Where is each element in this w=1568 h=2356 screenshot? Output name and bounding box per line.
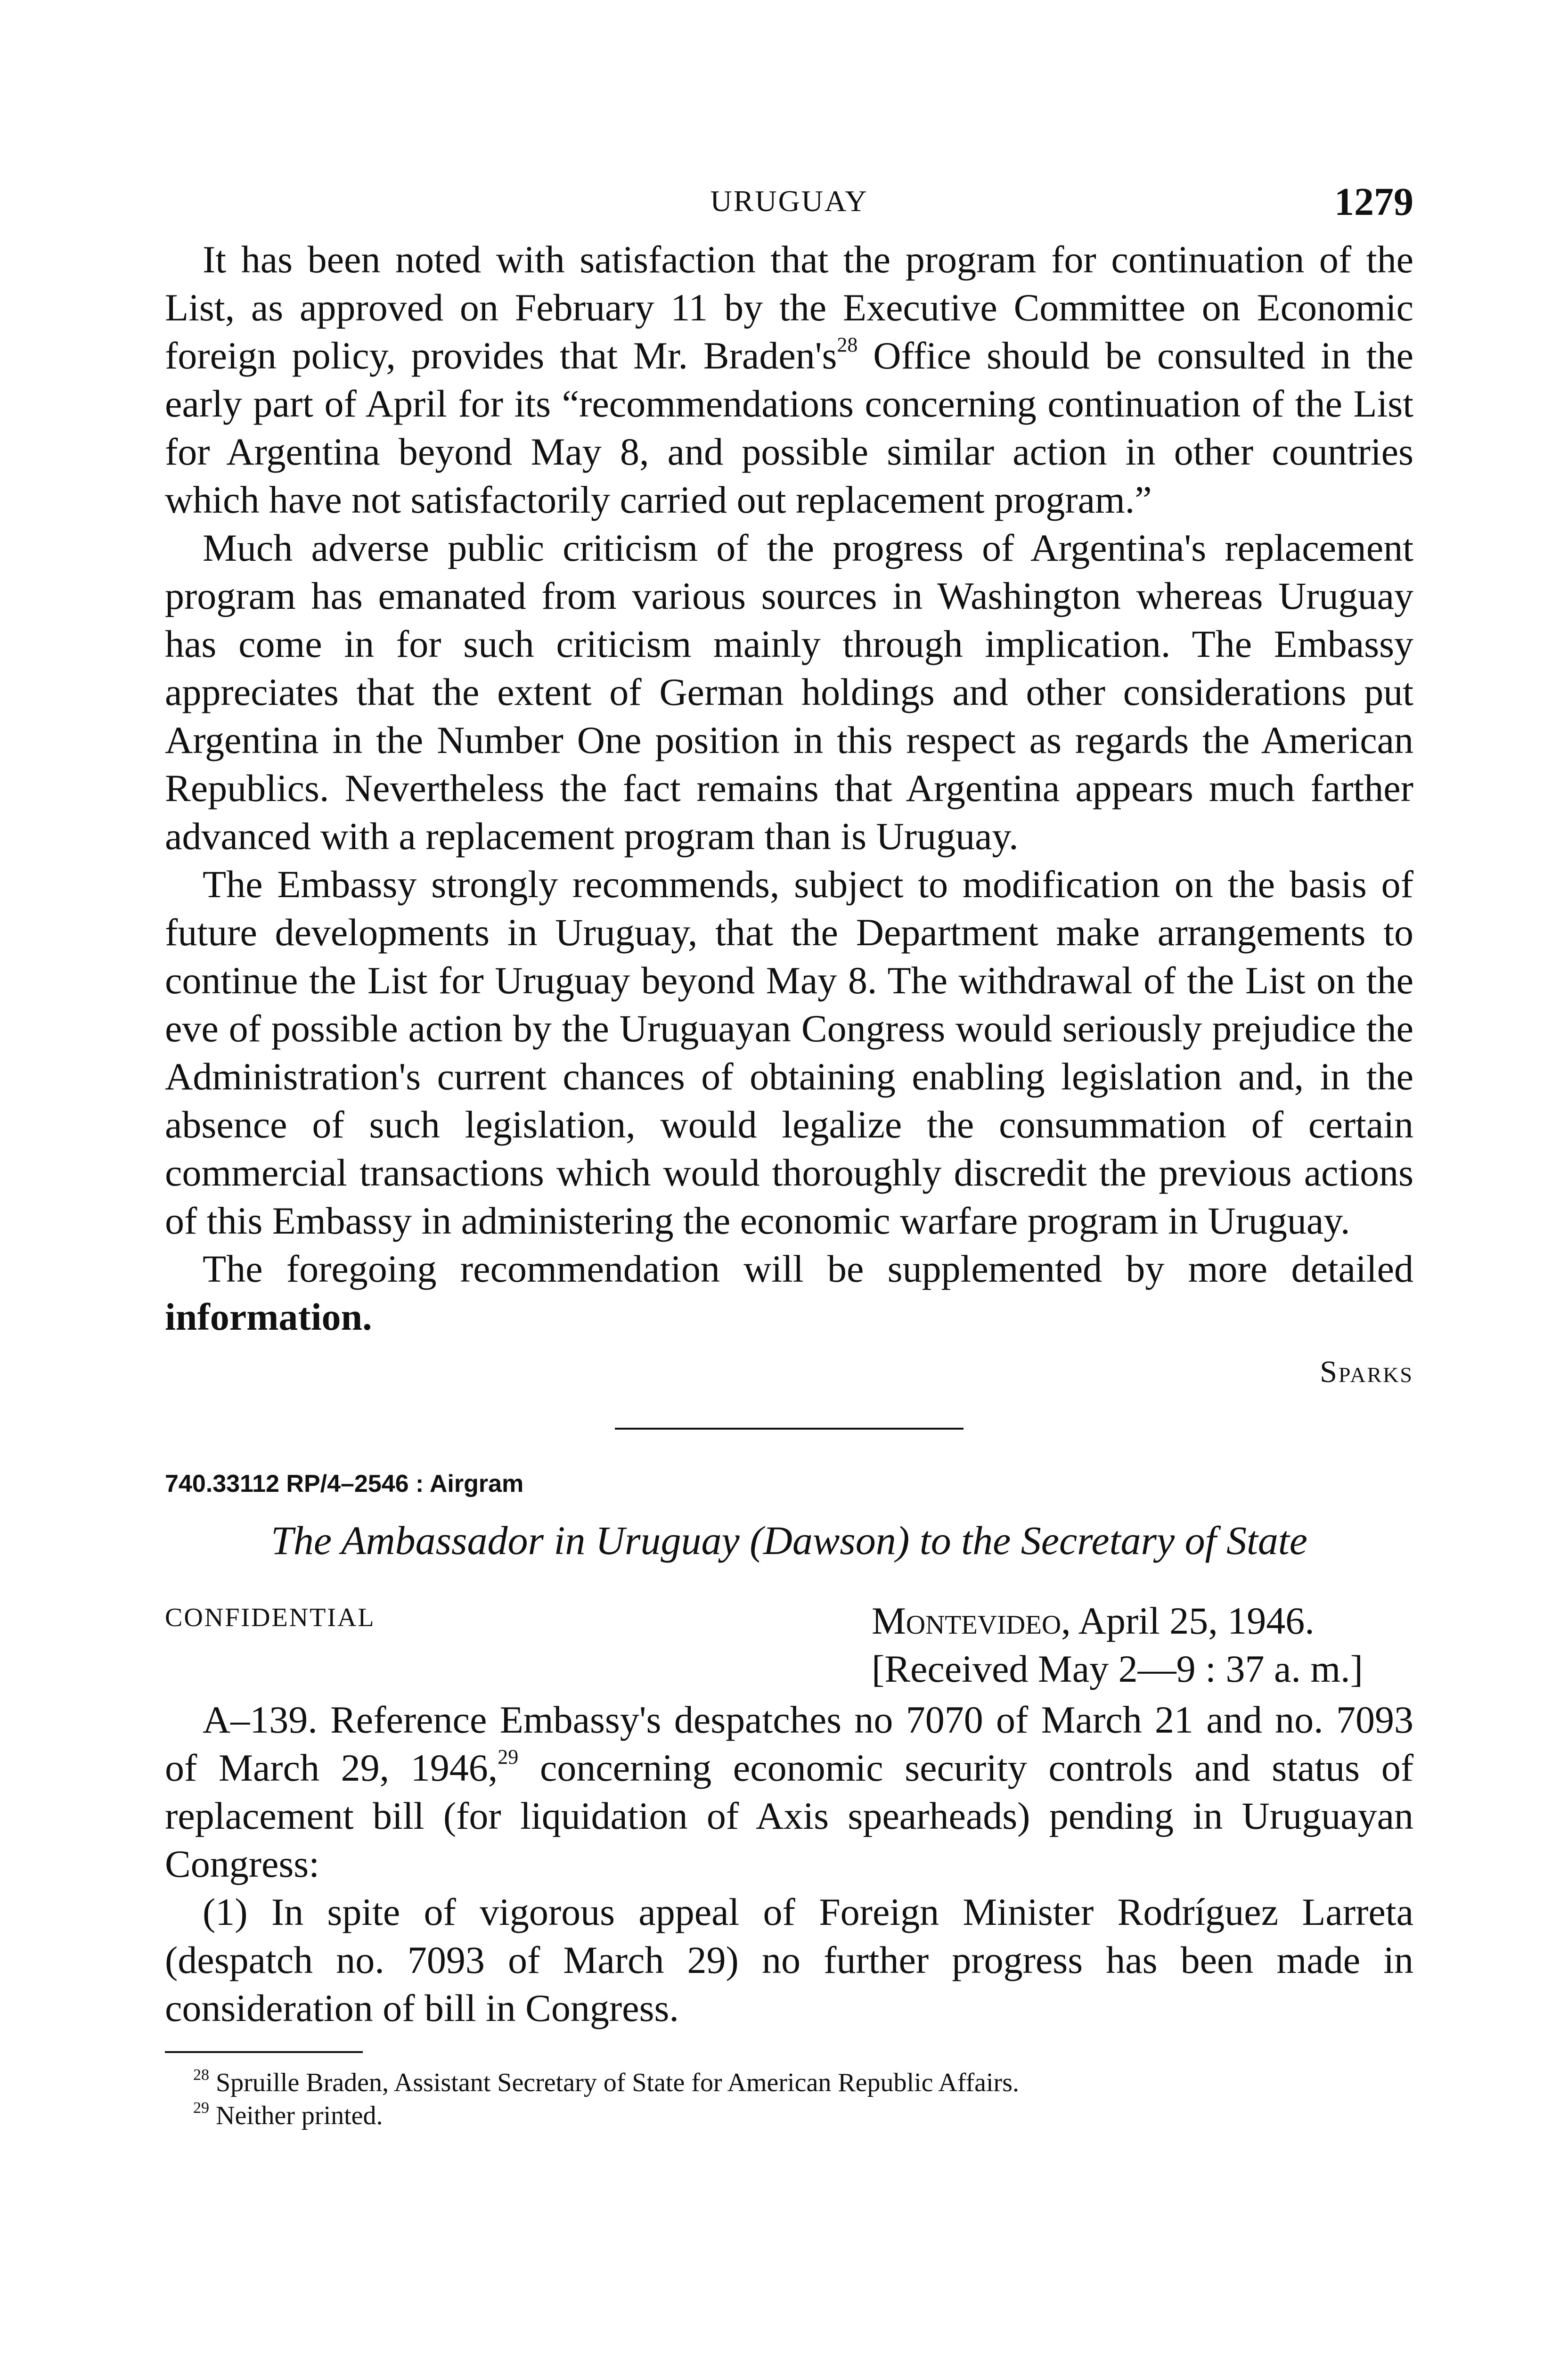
received-line: [Received May 2—9 : 37 a. m.] [872, 1647, 1363, 1690]
dateline-date: , April 25, 1946. [1061, 1599, 1315, 1642]
dateline-place: Montevideo [872, 1599, 1062, 1642]
paragraph-3: The Embassy strongly recommends, subject to modification on the basis of future developments in Uruguay, that the Department make arrangements to continue the List for Uruguay beyond May 8. The withdrawal of the List on the eve of possible action by the Uruguayan Congress would seriously prejudice the Administration's current chances of obtaining enabling legislation and, in the absence of such legislation, would legalize the consummation of certain commercial transactions which would thoroughly discredit the previous actions of this Embassy in administering the economic warfare program in Uruguay. [165, 863, 1413, 1242]
paragraph-1-text-a: It has been noted with satisfaction that the program for continuation of the List, as approved on February 11 by the Executive Committee on Economic foreign policy, provides that Mr. Braden's [165, 238, 1413, 377]
paragraph-1 [165, 236, 1413, 524]
signature: Sparks [1320, 1355, 1413, 1389]
paragraph-2: Much adverse public criticism of the progress of Argentina's replacement program has emanated from various sources in Washington whereas Uruguay has come in for such criticism mainly through implication. The Embassy appreciates that the extent of German holdings and other considerations put Argentina in the Number One position in this respect as regards the American Republics. Nevertheless the fact remains that Argentina appears much farther advanced with a replacement program than is Uruguay. [165, 526, 1413, 858]
footnote-rule [165, 2051, 363, 2053]
file-reference: 740.33112 RP/4–2546 : Airgram [165, 1470, 524, 1497]
footnote-ref-28[interactable]: 28 [837, 333, 858, 356]
dateline [872, 1597, 1413, 1693]
dateline-place-date [872, 1597, 1413, 1645]
section-divider [615, 1428, 964, 1430]
footnote-28 [165, 2066, 1413, 2099]
footnote-29 [165, 2099, 1413, 2132]
paragraph-1-text-b: Office should be consulted in the early part of April for its “recommendations concerning continuation of the List for Argentina beyond May 8, and possible similar action in other countries which have not satisfactorily carried out replacement program.” [165, 334, 1413, 521]
paragraph-4-text-a: The foregoing recommendation will be supplemented by more detailed [203, 1247, 1413, 1290]
airgram-paragraph-1 [165, 1696, 1413, 1888]
airgram-paragraph-1-text-b: concerning economic security controls and status of replacement bill (for liquidation of Axis spearheads) pending in Uruguayan Congress: [165, 1746, 1413, 1885]
footnote-mark: 29 [193, 2099, 209, 2117]
footnote-ref-29[interactable]: 29 [498, 1745, 519, 1768]
dateline-block [165, 1597, 1413, 1696]
running-title: URUGUAY [710, 184, 868, 218]
document-heading: The Ambassador in Uruguay (Dawson) to the Secretary of State [271, 1518, 1307, 1563]
airgram-paragraph-1-text-a: A–139. Reference Embassy's despatches no 7070 of March 21 and no. 7093 of March 29, 1946, [165, 1698, 1413, 1789]
footnote-text: Spruille Braden, Assistant Secretary of State for American Republic Affairs. [209, 2068, 1019, 2097]
classification-label: CONFIDENTIAL [165, 1603, 376, 1632]
footnote-text: Neither printed. [209, 2101, 383, 2130]
page-number: 1279 [1334, 180, 1413, 224]
running-head [165, 179, 1413, 236]
paragraph-4 [165, 1245, 1413, 1341]
footnote-mark: 28 [193, 2066, 209, 2084]
airgram-paragraph-2: (1) In spite of vigorous appeal of Foreign Minister Rodríguez Larreta (despatch no. 7093 of March 29) no further progress has been made in consideration of bill in Congress. [165, 1890, 1413, 2029]
paragraph-4-text-b: information. [165, 1295, 372, 1338]
document-page [165, 179, 1413, 2132]
